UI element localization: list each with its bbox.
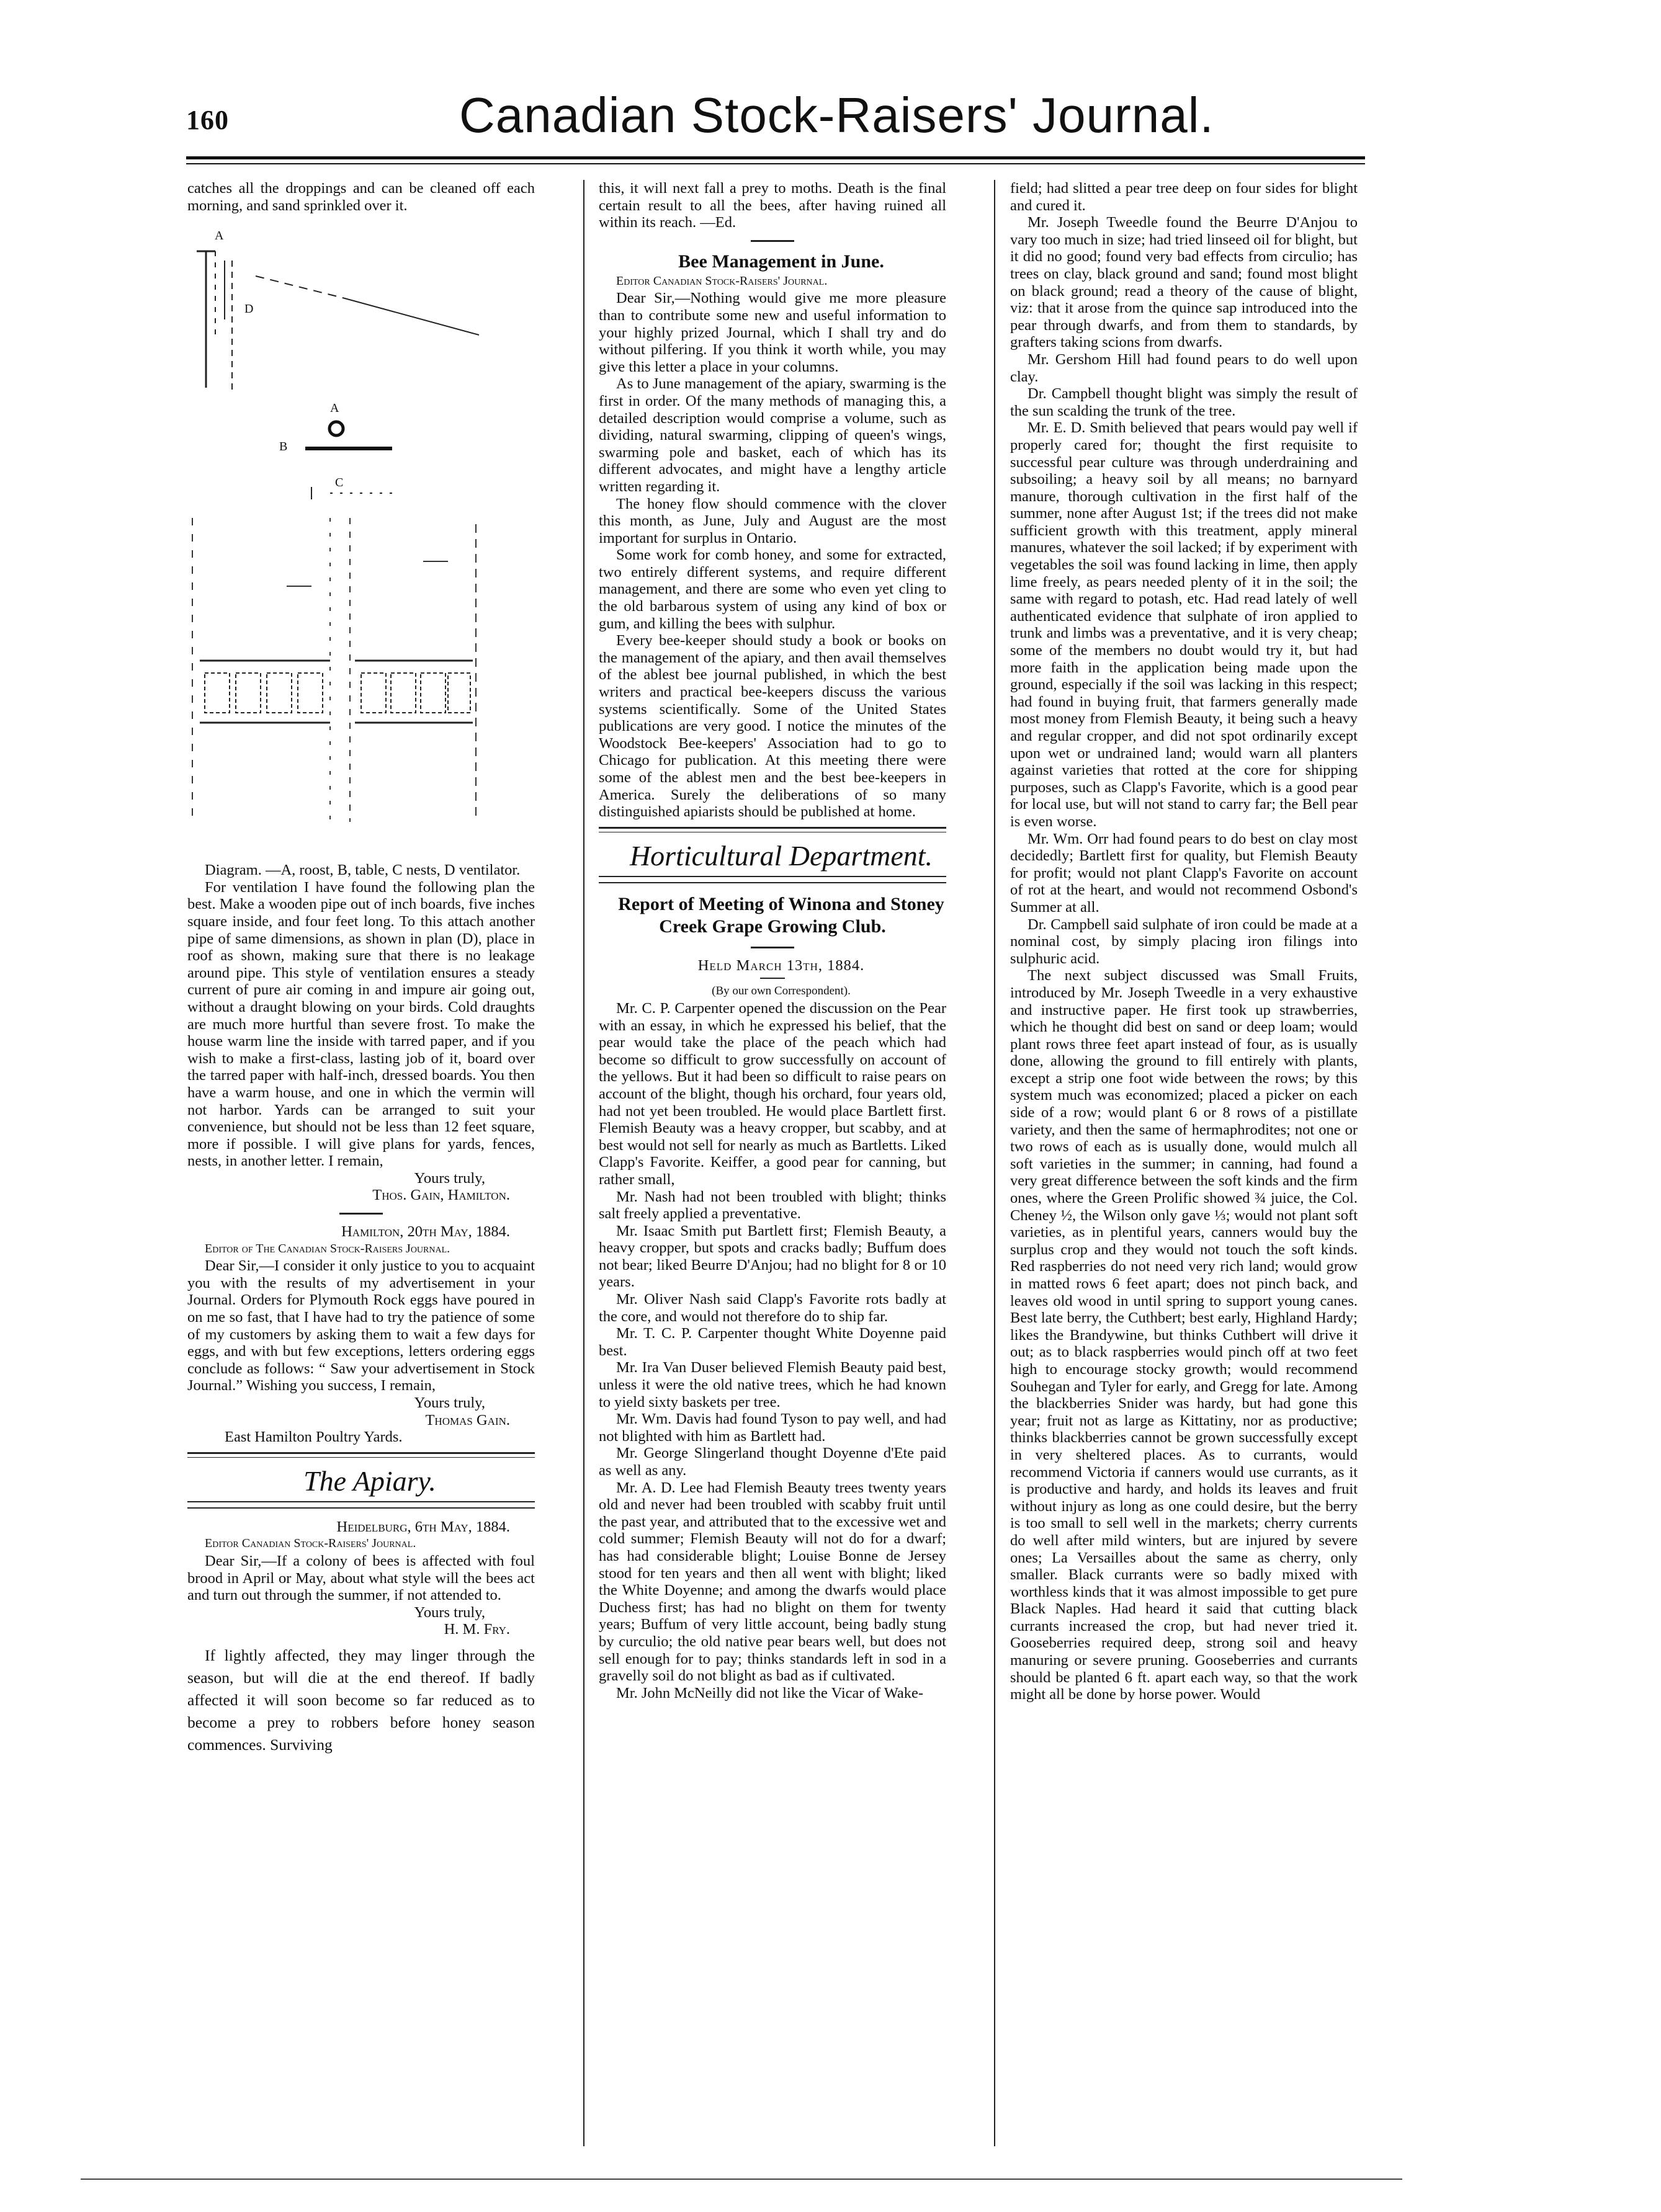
paragraph: Mr. Oliver Nash said Clapp's Favorite rots badly at the core, and would not therefore do to ship far. bbox=[599, 1291, 946, 1325]
paragraph: Dear Sir,—Nothing would give me more pleasure than to contribute some new and useful information to your highly prized Journal, which I shall try and do without pilfering. If you think it worth while, you may give this letter a place in your columns. bbox=[599, 290, 946, 375]
separator bbox=[751, 947, 794, 948]
closing: Yours truly, bbox=[414, 1603, 485, 1621]
section-rule bbox=[187, 1501, 535, 1509]
column-3 bbox=[1010, 180, 1358, 1703]
paragraph: Mr. Nash had not been troubled with blight; thinks salt freely applied a preventative. bbox=[599, 1188, 946, 1223]
diagram-label-b: B bbox=[279, 440, 288, 454]
closing: Yours truly, bbox=[414, 1169, 485, 1187]
paragraph: catches all the droppings and can be cleaned off each morning, and sand sprinkled over it. bbox=[187, 180, 535, 214]
paragraph: Mr. Wm. Orr had found pears to do best on clay most decidedly; Bartlett first for quality, but Flemish Beauty for profit; would not plant Clapp's Favorite on account of rot at the heart, and would not recommend Osbond's Summer at all. bbox=[1010, 830, 1358, 916]
section-heading-horticultural: Horticultural Department. bbox=[629, 839, 933, 872]
paragraph: Some work for comb honey, and some for extracted, two entirely different systems, and require different management, and there are some who even yet cling to the old barbarous system of using any kind of box or gum, and killing the bees with sulphur. bbox=[599, 546, 946, 632]
column-1 bbox=[187, 180, 535, 1756]
dateline: Heidelburg, 6th May, 1884. bbox=[336, 1518, 510, 1535]
signature: Thos. Gain, Hamilton. bbox=[372, 1187, 510, 1204]
paragraph: Dr. Campbell thought blight was simply the result of the sun scalding the trunk of the tree. bbox=[1010, 385, 1358, 419]
masthead-rule-thin bbox=[186, 163, 1365, 164]
section-rule bbox=[187, 1452, 535, 1458]
section-rule bbox=[599, 827, 946, 832]
article-heading-bee-management: Bee Management in June. bbox=[678, 251, 884, 272]
poultry-house-diagram bbox=[187, 226, 535, 853]
paragraph: Mr. Joseph Tweedle found the Beurre D'Anjou to vary too much in size; had tried linseed oil for blight, but it did no good; found very bad effects from circulio; has trees on clay, black ground and sand; found most blight on black ground; read a theory of the cause of blight, viz: that it arose from the quince sap introduced into the pear through dwarfs, and from them to standards, by grafters taking scions from dwarfs. bbox=[1010, 214, 1358, 351]
paragraph: Mr. A. D. Lee had Flemish Beauty trees twenty years old and never had been troubled with scabby fruit until the past year, and attributed that to the excessive wet and cold summer; Flemish Beauty will not do for a dwarf; has had considerable blight; Louise Bonne de Jersey stood for ten years and then all went with blight; liked the White Doyenne; and among the dwarfs would place Duchess first; has had no blight on them for twenty years; Buffum of very little account, being badly stung by curculio; the old native pear bears well, but does not sell enough for to pay; thinks standards left in sod in a gravelly soil do not blight as bad as if cultivated. bbox=[599, 1479, 946, 1685]
paragraph: Every bee-keeper should study a book or books on the management of the apiary, and then avail themselves of the ablest bee journal published, in which the best writers and practical bee-keepers discuss the various systems scientifically. Some of the United States publications are very good. I notice the minutes of the Woodstock Bee-keepers' Association had to go to Chicago for publication. At this meeting there were some of the ablest men and the best bee-keepers in America. Surely the deliberations of so many distinguished apiarists should be published at home. bbox=[599, 632, 946, 821]
closing: Yours truly, bbox=[414, 1394, 485, 1411]
editor-address: Editor Canadian Stock-Raisers' Journal. bbox=[616, 274, 828, 288]
paragraph: For ventilation I have found the following plan the best. Make a wooden pipe out of inch boards, five inches square inside, and four feet long. To this attach another pipe of same dimensions, as shown in plan (D), place in roof as shown, making sure that there is no leakage around pipe. This style of ventilation ensures a steady current of pure air coming in and impure air going out, without a draught blowing on your birds. Cold draughts are much more hurtful than severe frost. To make the house warm line the inside with tarred paper, and if you wish to make a first-class, lasting job of it, board over the tarred paper with half-inch, dressed boards. You then have a warm house, and one in which the vermin will not harbor. Yards can be arranged to suit your convenience, but should not be less than 12 feet square, more if possible. I will give plans for yards, fences, nests, in another letter. I remain, bbox=[187, 878, 535, 1170]
article-heading-report: Report of Meeting of Winona and Stoney Creek Grape Growing Club. bbox=[618, 893, 944, 937]
editor-address: Editor of The Canadian Stock-Raisers Journal. bbox=[205, 1241, 450, 1255]
separator bbox=[751, 240, 794, 242]
masthead-rule bbox=[186, 156, 1365, 159]
dateline: Hamilton, 20th May, 1884. bbox=[341, 1223, 510, 1241]
paragraph: Mr. Wm. Davis had found Tyson to pay well, and had not blighted with him as Bartlett had. bbox=[599, 1411, 946, 1445]
paragraph: The honey flow should commence with the clover this month, as June, July and August are the most important for surplus in Ontario. bbox=[599, 495, 946, 546]
signature-location: East Hamilton Poultry Yards. bbox=[225, 1429, 403, 1446]
diagram-label-a: A bbox=[330, 401, 339, 416]
paragraph: If lightly affected, they may linger through the season, but will die at the end thereof. If badly affected it will soon become so far reduced as to become a prey to robbers before honey season commences. Surviving bbox=[187, 1646, 535, 1754]
paragraph: Mr. C. P. Carpenter opened the discussion on the Pear with an essay, in which he expressed his belief, that the pear would take the place of the peach which had become so difficult to grow successfully on account of the yellows. But it had been so difficult to raise pears on account of the blight, though his orchard, four years old, had not yet been troubled. He would place Bartlett first. Flemish Beauty was a heavy cropper, but scabby, and at best would not sell for nearly as much as Bartletts. Liked Clapp's Favorite. Keiffer, a good pear for canning, but rather small, bbox=[599, 999, 946, 1188]
diagram-label-a: A bbox=[215, 229, 224, 243]
page-number: 160 bbox=[186, 105, 229, 135]
signature: H. M. Fry. bbox=[444, 1621, 510, 1638]
paragraph: Dr. Campbell said sulphate of iron could be made at a nominal cost, by simply placing iron filings into sulphuric acid. bbox=[1010, 916, 1358, 967]
paragraph: field; had slitted a pear tree deep on four sides for blight and cured it. bbox=[1010, 180, 1358, 214]
separator bbox=[339, 1213, 383, 1215]
column-divider bbox=[994, 180, 995, 2146]
paragraph: Dear Sir,—If a colony of bees is affected with foul brood in April or May, about what style will the bees act and turn out through the summer, if not attended to. bbox=[187, 1552, 535, 1604]
paragraph: As to June management of the apiary, swarming is the first in order. Of the many methods of managing this, a detailed description would comprise a volume, such as dividing, natural swarming, clipping of queen's wings, swarming pole and basket, each of which has its different advocates, and might have a lengthy article written regarding it. bbox=[599, 375, 946, 495]
signature: Thomas Gain. bbox=[425, 1411, 510, 1429]
paragraph: Mr. Isaac Smith put Bartlett first; Flemish Beauty, a heavy cropper, but spots and cracks badly; Buffum does not bear; liked Beurre D'Anjou; had no blight for 8 or 10 years. bbox=[599, 1222, 946, 1291]
diagram-label-d: D bbox=[244, 302, 254, 316]
separator bbox=[760, 978, 785, 979]
page-bottom-rule bbox=[81, 2179, 1402, 2180]
paragraph: Mr. T. C. P. Carpenter thought White Doyenne paid best. bbox=[599, 1325, 946, 1359]
paragraph: Mr. George Slingerland thought Doyenne d'Ete paid as well as any. bbox=[599, 1445, 946, 1479]
meeting-date: Held March 13th, 1884. bbox=[697, 957, 865, 974]
masthead-title: Canadian Stock-Raisers' Journal. bbox=[459, 87, 1214, 143]
column-divider bbox=[583, 180, 584, 2146]
diagram-caption: Diagram. —A, roost, B, table, C nests, D ventilator. bbox=[205, 862, 521, 879]
paragraph: Mr. Gershom Hill had found pears to do well upon clay. bbox=[1010, 350, 1358, 385]
diagram-label-c: C bbox=[335, 476, 344, 490]
paragraph: Mr. Ira Van Duser believed Flemish Beauty paid best, unless it were the old native trees, which he had known to yield sixty baskets per tree. bbox=[599, 1359, 946, 1411]
paragraph: The next subject discussed was Small Fruits, introduced by Mr. Joseph Tweedle in a very exhaustive and instructive paper. He first took up strawberries, which he thought did best on sand or deep loam; would plant rows three feet apart instead of four, as is usually done, allowing the ground to fill entirely with plants, except a strip one foot wide between the rows; by this system much was economized; placed a picker on each side of a row; would plant 6 or 8 rows of a pistillate variety, and then the same of hermaphrodites; not one or two rows of each as is usually done, would mulch all soft varieties in the summer; in canning, had found a very great difference between the soft kinds and the firm ones, where the Green Prolific showed ¾ juice, the Col. Cheney ½, the Wilson only gave ⅓; would not plant soft varieties, as in plentiful years, canners would buy the surplus crop and they would not touch the soft kinds. Red raspberries do not need very rich land; would grow in matted rows 6 feet apart; does not pinch back, and leaves old wood in until spring to support young canes. Best late berry, the Cuthbert; best early, Highland Hardy; likes the Brandywine, but thinks Cuthbert will drive it out; as to black raspberries would pinch off at two feet high to encourage stocky growth; would recommend Souhegan and Tyler for early, and Gregg for late. Among the blackberries Snider was hardy, but had gone this year; fruit not as large as Kittatiny, nor as productive; thinks blackberries cannot be grown successfully except in very sheltered places. As to currants, would recommend Victoria if canners would use currants, as it is productive and hardy, and holds its leaves and fruit without injury as long as one could desire, but the berry is too small to sell well in the markets; cherry currents do well after mild winters, but are injured by severe ones; La Versailles about the same as cherry, only smaller. Black currants were so badly mixed with worthless kinds that it was almost impossible to get pure Black Naples. Had heard it said that cutting black currants increased the crop, but had never tried it. Gooseberries required deep, strong soil and heavy manuring or severe pruning. Gooseberries and currants should be planted 6 ft. apart each way, so that the work might all be done by horse power. Would bbox=[1010, 967, 1358, 1703]
editor-address: Editor Canadian Stock-Raisers' Journal. bbox=[205, 1536, 416, 1551]
section-heading-apiary: The Apiary. bbox=[303, 1465, 436, 1497]
paragraph: Mr. E. D. Smith believed that pears would pay well if properly cared for; thought the first requisite to successful pear culture was through underdraining and subsoiling; a heavy soil by all means; no barnyard manure, thorough cultivation in the first half of the summer, none after August 1st; if the trees did not make sufficient growth with this treatment, apply mineral manures, whatever the soil lacked; if by experiment with vegetables the soil was found lacking in lime, then apply lime freely, as pears needed plenty of it in the soil; the same with regard to potash, etc. Had read lately of well authenticated evidence that sulphate of iron applied to trunk and limbs was a preventative, and it is very cheap; some of the members no doubt would try it, but had more faith in the application being made upon the ground, especially if the soil was lacking in this respect; had found in buying fruit, that farmers generally made most money from Flemish Beauty, it being such a heavy and regular cropper, and did not spot ordinarily except upon wet or undrained land; would warn all planters against varieties that rotted at the core for shipping purposes, such as Clapp's Favorite, which is a good pear for local use, but will not stand to carry far; the Bell pear is even worse. bbox=[1010, 419, 1358, 830]
paragraph: this, it will next fall a prey to moths. Death is the final certain result to all the bees, after having ruined all within its reach. —Ed. bbox=[599, 180, 946, 231]
paragraph: Dear Sir,—I consider it only justice to you to acquaint you with the results of my advertisement in your Journal. Orders for Plymouth Rock eggs have poured in on me so fast, that I have had to try the patience of some of my customers by asking them to wait a few days for eggs, and with but few exceptions, letters ordering eggs conclude as follows: “ Saw your advertisement in Stock Journal.” Wishing you success, I remain, bbox=[187, 1257, 535, 1394]
diagram-drawing bbox=[187, 226, 535, 853]
paragraph: Mr. John McNeilly did not like the Vicar of Wake- bbox=[616, 1684, 924, 1701]
section-rule bbox=[599, 876, 946, 883]
correspondent-note: (By our own Correspondent). bbox=[712, 984, 851, 998]
column-2 bbox=[599, 180, 946, 1701]
